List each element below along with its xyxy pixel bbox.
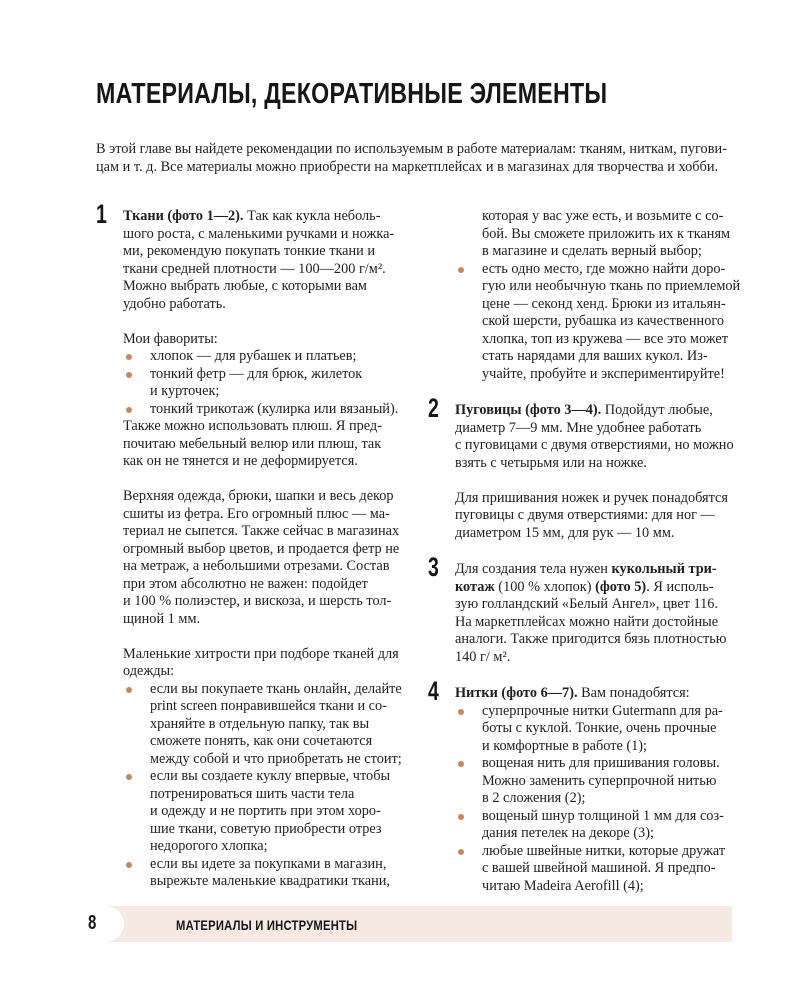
text-line: сшиты из фетра. Его огромный плюс — ма- [123, 505, 390, 522]
favorites-list [96, 348, 426, 418]
list-item: любые швейные нитки, которые дружат [455, 843, 768, 861]
left-column [96, 199, 426, 891]
text-line: удобно работать. [123, 295, 226, 312]
list-item-cont: и курточек; [150, 383, 220, 399]
list-item-cont: боты с куклой. Тонкие, очень прочные [482, 720, 717, 736]
list-item: если вы создаете куклу впервые, чтобы [123, 768, 426, 786]
text-line: Для пришивания ножек и ручек понадобятся [455, 489, 728, 506]
list-item-cont: недорогого хлопка; [150, 838, 268, 854]
section-threads [428, 676, 768, 895]
list-item-cont: бой. Вы сможете приложить их к тканям [482, 225, 731, 242]
text-line: с пуговицами с двумя отверстиями, но можно [455, 437, 734, 453]
text-line: на метраж, а небольшими отрезами. Состав [123, 558, 390, 574]
text-line: Маленькие хитрости при подборе тканей для [123, 645, 399, 662]
list-item-cont: потренироваться шить части тела [150, 785, 355, 802]
fabrics-continued [428, 208, 768, 383]
page-number: 8 [88, 912, 97, 934]
list-item-cont: стать нарядами для ваших кукол. Из- [482, 348, 708, 364]
text-line: Верхняя одежда, брюки, шапки и весь декор [123, 488, 394, 504]
photo-ref: (фото 5) [595, 578, 647, 595]
intro-paragraph [96, 140, 736, 176]
text-fragment: Вам понадобятся: [577, 685, 690, 701]
text-line: почитаю мебельный велюр или плюш, так [123, 435, 382, 452]
list-item-cont: вырежьте маленькие квадратики ткани, [150, 873, 390, 889]
list-item-cont: которая у вас уже есть, и возьмите с со- [482, 208, 724, 224]
list-item: тонкий фетр — для брюк, жилеток [123, 366, 426, 384]
list-item-cont: и одежду и не портить при этом хоро- [150, 803, 381, 819]
text-line: диаметр 7—9 мм. Мне удобнее работать [455, 419, 702, 436]
section-fabrics [96, 199, 426, 891]
list-item-cont: с вашей швейной машиной. Я предпо- [482, 860, 716, 876]
list-item-cont: учайте, пробуйте и экспериментируйте! [482, 365, 725, 382]
list-item: тонкий трикотаж (кулирка или вязаный). [123, 401, 426, 419]
text-fragment: Для создания тела нужен [455, 561, 612, 577]
favorites-label: Мои фавориты: [123, 330, 218, 347]
intro-line: цам и т. д. Все материалы можно приобрести на маркетплейсах и в магазинах для творчества и хобби. [96, 159, 719, 175]
section-number: 2 [428, 393, 439, 423]
list-item-cont: в 2 сложения (2); [482, 790, 586, 806]
text-line: при этом абсолютно не важен: подойдет [123, 575, 368, 592]
right-column [428, 208, 768, 895]
section-number: 3 [428, 552, 439, 582]
list-item-cont: ской шерсти, рубашка из качественного [482, 313, 725, 329]
text-fragment: Так как кукла неболь- [243, 208, 381, 224]
list-item-cont: хлопка, топ из кружева — все это может [482, 330, 729, 347]
text-line: аналоги. Также пригодится бязь плотностью [455, 631, 727, 647]
text-fragment: . Я исполь- [646, 578, 714, 595]
page-title: МАТЕРИАЛЫ, ДЕКОРАТИВНЫЕ ЭЛЕМЕНТЫ [96, 78, 608, 110]
text-fragment: Подойдут любые, [601, 402, 713, 418]
text-line: Можно выбрать любые, с которыми вам [123, 278, 367, 294]
list-item-cont: между собой и что приобретать не стоит; [150, 750, 402, 767]
list-item: суперпрочные нитки Gutermann для ра- [455, 703, 768, 721]
text-line: пуговицы с двумя отверстиями: для ног — [455, 507, 715, 523]
list-item-cont: дания петелек на декоре (3); [482, 825, 654, 841]
buttons-heading: Пуговицы (фото 3—4). [455, 402, 602, 418]
section-number: 1 [96, 199, 107, 229]
text-line: Также можно использовать плюш. Я пред- [123, 418, 382, 434]
list-item-cont: цене — секонд хенд. Брюки из итальян- [482, 295, 726, 312]
knit-heading: кукольный три- [611, 561, 717, 577]
list-item: вощеная нить для пришивания головы. [455, 755, 768, 773]
list-item-cont: читаю Madeira Aerofill (4); [482, 877, 644, 894]
text-line: ми, рекомендую покупать тонкие ткани и [123, 243, 376, 259]
list-item: если вы идете за покупками в магазин, [123, 856, 426, 874]
fabrics-heading: Ткани (фото 1—2). [123, 208, 244, 224]
text-line: ткани средней плотности — 100—200 г/м². [123, 260, 386, 277]
text-line: диаметром 15 мм, для рук — 10 мм. [455, 524, 675, 541]
text-line: шого роста, с маленькими ручками и ножка- [123, 225, 395, 242]
text-line: как он не тянется и не деформируется. [123, 453, 358, 469]
section-number: 4 [428, 676, 439, 706]
intro-line: В этой главе вы найдете рекомендации по используемым в работе материалам: тканям, ниткам, пугови- [96, 141, 727, 157]
fabrics-intro [96, 208, 426, 891]
text-line: На маркетплейсах можно найти достойные [455, 613, 719, 630]
section-knit [428, 552, 768, 666]
list-item-cont: сможете понять, как они сочетаются [150, 733, 373, 749]
footer-section-title: МАТЕРИАЛЫ И ИНСТРУМЕНТЫ [176, 917, 358, 933]
threads-list [428, 703, 768, 896]
list-item: хлопок — для рубашек и платьев; [123, 348, 426, 366]
text-line: огромный выбор цветов, и продается фетр не [123, 540, 400, 557]
list-item: вощеный шнур толщиной 1 мм для соз- [455, 808, 768, 826]
list-item-cont: в магазине и сделать верный выбор; [482, 243, 702, 259]
text-line: взять с четырьмя или на ножке. [455, 454, 647, 471]
list-item: есть одно место, где можно найти доро- [455, 261, 768, 279]
list-item: если вы покупаете ткань онлайн, делайте [123, 681, 426, 699]
text-line: териал не сыпется. Также сейчас в магазинах [123, 523, 400, 539]
list-item-cont: гую или необычную ткань по приемлемой [482, 278, 741, 294]
section-buttons [428, 393, 768, 542]
list-item-cont: шие ткани, советую приобрести отрез [150, 820, 382, 837]
list-item-cont: и комфортные в работе (1); [482, 737, 648, 754]
list-item-cont: Можно заменить суперпрочной нитью [482, 772, 717, 789]
text-line: одежды: [123, 663, 175, 679]
text-line: 140 г/ м². [455, 648, 511, 665]
text-fragment: (100 % хлопок) [494, 578, 596, 595]
list-item-cont: храняйте в отдельную папку, так вы [150, 715, 370, 732]
text-line: зую голландский «Белый Ангел», цвет 116. [455, 596, 718, 612]
tricks-list [96, 681, 426, 891]
knit-heading-cont: котаж [455, 578, 495, 595]
text-line: щиной 1 мм. [123, 610, 201, 627]
list-item-cont: print screen понравившейся ткани и со- [150, 698, 387, 714]
threads-heading: Нитки (фото 6—7). [455, 685, 578, 701]
text-line: и 100 % полиэстер, и вискоза, и шерсть тол- [123, 593, 392, 609]
